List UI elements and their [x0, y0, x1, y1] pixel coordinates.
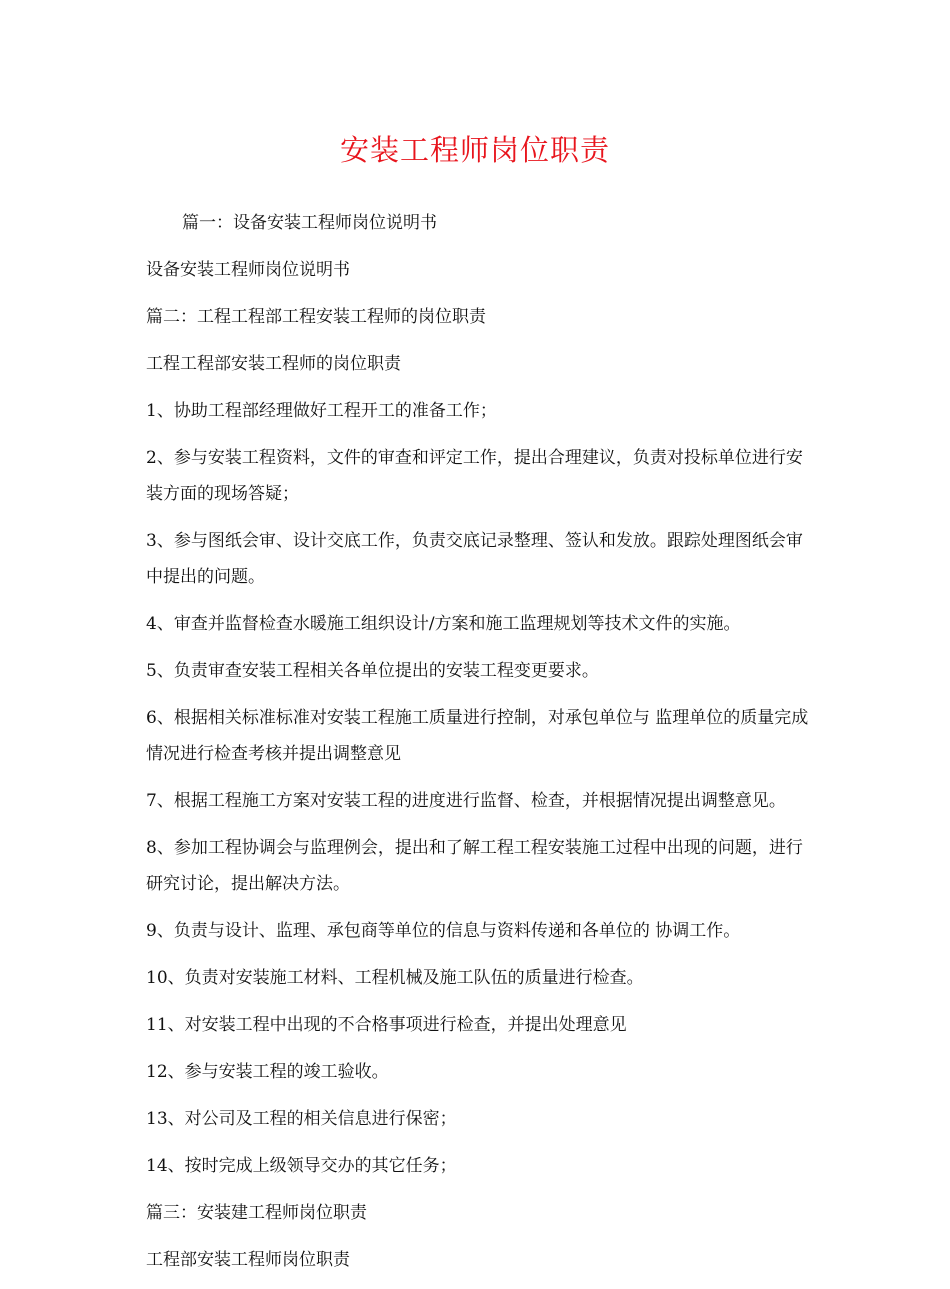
list-item: 2、参与安装工程资料，文件的审查和评定工作，提出合理建议，负责对投标单位进行安装方面的现场答疑；	[146, 448, 803, 504]
list-item: 7、根据工程施工方案对安装工程的进度进行监督、检查，并根据情况提出调整意见。	[146, 791, 786, 811]
list-item: 11、对安装工程中出现的不合格事项进行检查，并提出处理意见	[146, 1015, 627, 1035]
list-item: 6、根据相关标准标准对安装工程施工质量进行控制，对承包单位与 监理单位的质量完成情况进行检查考核并提出调整意见	[146, 708, 809, 764]
paragraph: 工程工程部安装工程师的岗位职责	[146, 354, 401, 374]
list-item: 3、参与图纸会审、设计交底工作，负责交底记录整理、签认和发放。跟踪处理图纸会审中提出的问题。	[146, 531, 803, 587]
list-item: 1、协助工程部经理做好工程开工的准备工作；	[146, 401, 497, 421]
document-body	[146, 205, 818, 1289]
list-item: 5、负责审查安装工程相关各单位提出的安装工程变更要求。	[146, 661, 599, 681]
paragraph: 工程部安装工程师岗位职责	[146, 1250, 350, 1270]
page-title: 安装工程师岗位职责	[339, 133, 610, 167]
list-item: 9、负责与设计、监理、承包商等单位的信息与资料传递和各单位的 协调工作。	[146, 921, 741, 941]
paragraph: 设备安装工程师岗位说明书	[146, 260, 350, 280]
list-item: 8、参加工程协调会与监理例会，提出和了解工程工程安装施工过程中出现的问题，进行研究讨论，提出解决方法。	[146, 838, 803, 894]
list-item: 12、参与安装工程的竣工验收。	[146, 1062, 389, 1082]
list-item: 14、按时完成上级领导交办的其它任务；	[146, 1156, 457, 1176]
list-item: 13、对公司及工程的相关信息进行保密；	[146, 1109, 457, 1129]
section-heading-2: 篇二：工程工程部工程安装工程师的岗位职责	[146, 307, 486, 327]
section-heading-1: 篇一：设备安装工程师岗位说明书	[182, 213, 437, 233]
list-item: 4、审查并监督检查水暖施工组织设计/方案和施工监理规划等技术文件的实施。	[146, 614, 741, 634]
list-item: 10、负责对安装施工材料、工程机械及施工队伍的质量进行检查。	[146, 968, 644, 988]
section-heading-3: 篇三：安装建工程师岗位职责	[146, 1203, 367, 1223]
